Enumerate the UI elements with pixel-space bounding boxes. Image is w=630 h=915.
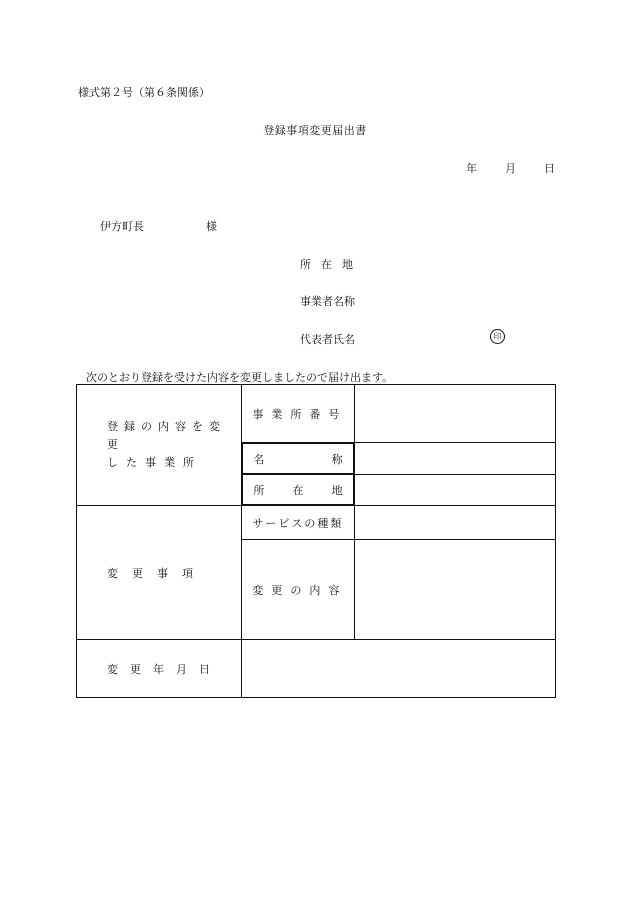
office-address-value[interactable] — [354, 474, 555, 506]
document-title: 登録事項変更届出書 — [263, 124, 367, 137]
applicant-address-label: 所在地 — [300, 258, 363, 271]
change-content-value[interactable] — [354, 540, 555, 640]
addressee-honorific: 様 — [206, 220, 217, 233]
office-address-label: 所 在 地 — [242, 474, 353, 505]
applicant-representative-label: 代表者氏名 — [300, 333, 355, 346]
change-date-value[interactable] — [242, 640, 556, 698]
change-items-label: 変更事項 — [77, 506, 242, 640]
applicant-business-name-label: 事業者名称 — [300, 295, 355, 308]
changed-office-label — [77, 385, 242, 506]
addressee-name: 伊方町長 — [100, 220, 144, 233]
intro-text: 次のとおり登録を受けた内容を変更しましたので届け出ます。 — [86, 371, 394, 384]
service-type-value[interactable] — [354, 506, 555, 540]
date-line — [466, 160, 555, 176]
date-day: 日 — [544, 162, 555, 175]
office-name-value[interactable] — [354, 443, 555, 475]
registration-change-table — [76, 384, 556, 698]
change-content-label: 変更の内容 — [242, 540, 354, 640]
changed-office-label-line1: 登録の内容を変更 — [107, 420, 226, 451]
office-number-label: 事業所番号 — [242, 385, 354, 443]
addressee — [100, 218, 217, 234]
date-year: 年 — [466, 162, 477, 175]
form-number: 様式第２号（第６条関係） — [78, 86, 210, 99]
seal-icon: 印 — [490, 329, 505, 344]
office-number-value[interactable] — [354, 385, 555, 443]
date-month: 月 — [505, 162, 516, 175]
change-date-label: 変更年月日 — [77, 640, 242, 698]
changed-office-label-line2: した事業所 — [107, 456, 202, 469]
service-type-label: サービスの種類 — [242, 506, 354, 540]
office-name-label: 名 称 — [242, 443, 353, 474]
